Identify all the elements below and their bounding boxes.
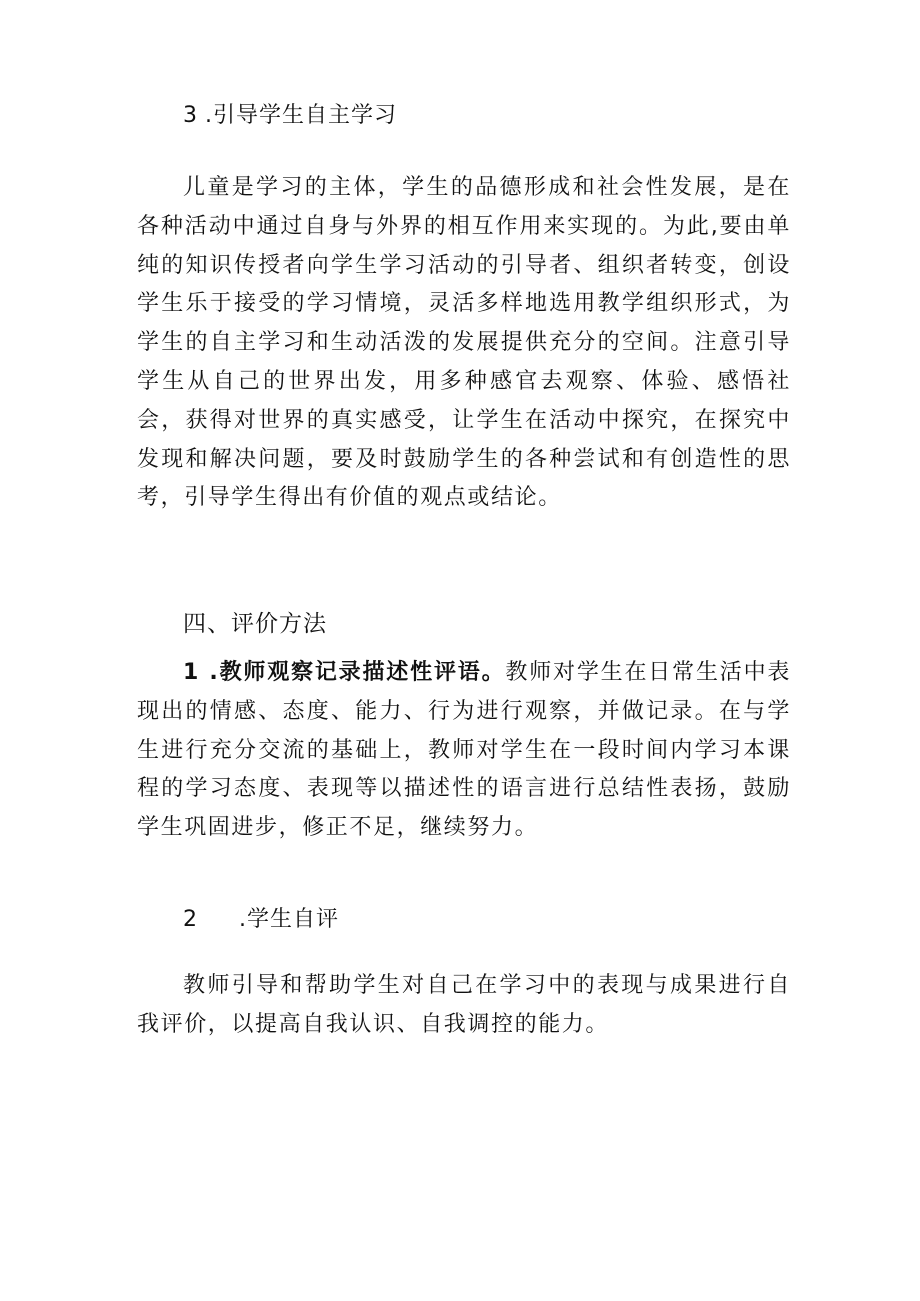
section-3-number: 3 (183, 103, 197, 128)
section-3-title: .引导学生自主学习 (205, 103, 397, 128)
section-four-heading: 四、评价方法 (183, 611, 327, 637)
item-1-number: 1 (183, 660, 200, 685)
section-3-paragraph: 儿童是学习的主体，学生的品德形成和社会性发展，是在各种活动中通过自身与外界的相互作用来实现的。为此,要由单纯的知识传授者向学生学习活动的引导者、组织者转变，创设学生乐于接受的学习情境，灵活多样地选用教学组织形式，为学生的自主学习和生动活泼的发展提供充分的空间。注意引导学生从自己的世界出发，用多种感官去观察、体验、感悟社会，获得对世界的真实感受，让学生在活动中探究，在探究中发现和解决问题，要及时鼓励学生的各种尝试和有创造性的思考，引导学生得出有价值的观点或结论。 (137, 175, 791, 511)
item-2-title: .学生自评 (239, 907, 339, 932)
item-2-number: 2 (183, 907, 197, 932)
section-3-heading (183, 101, 397, 131)
item-1-paragraph (137, 654, 791, 848)
item-1-title: .教师观察记录描述性评语。 (209, 660, 506, 685)
item-2-paragraph: 教师引导和帮助学生对自己在学习中的表现与成果进行自我评价，以提高自我认识、自我调控的能力。 (137, 973, 791, 1037)
item-2-body (137, 967, 791, 1045)
section-3-body (137, 169, 791, 518)
item-1-block (137, 654, 791, 848)
item-2-heading (183, 905, 339, 935)
item-1-text: 教师对学生在日常生活中表现出的情感、态度、能力、行为进行观察，并做记录。在与学生进行充分交流的基础上，教师对学生在一段时间内学习本课程的学习态度、表现等以描述性的语言进行总结性表扬，鼓励学生巩固进步，修正不足，继续努力。 (137, 660, 791, 841)
